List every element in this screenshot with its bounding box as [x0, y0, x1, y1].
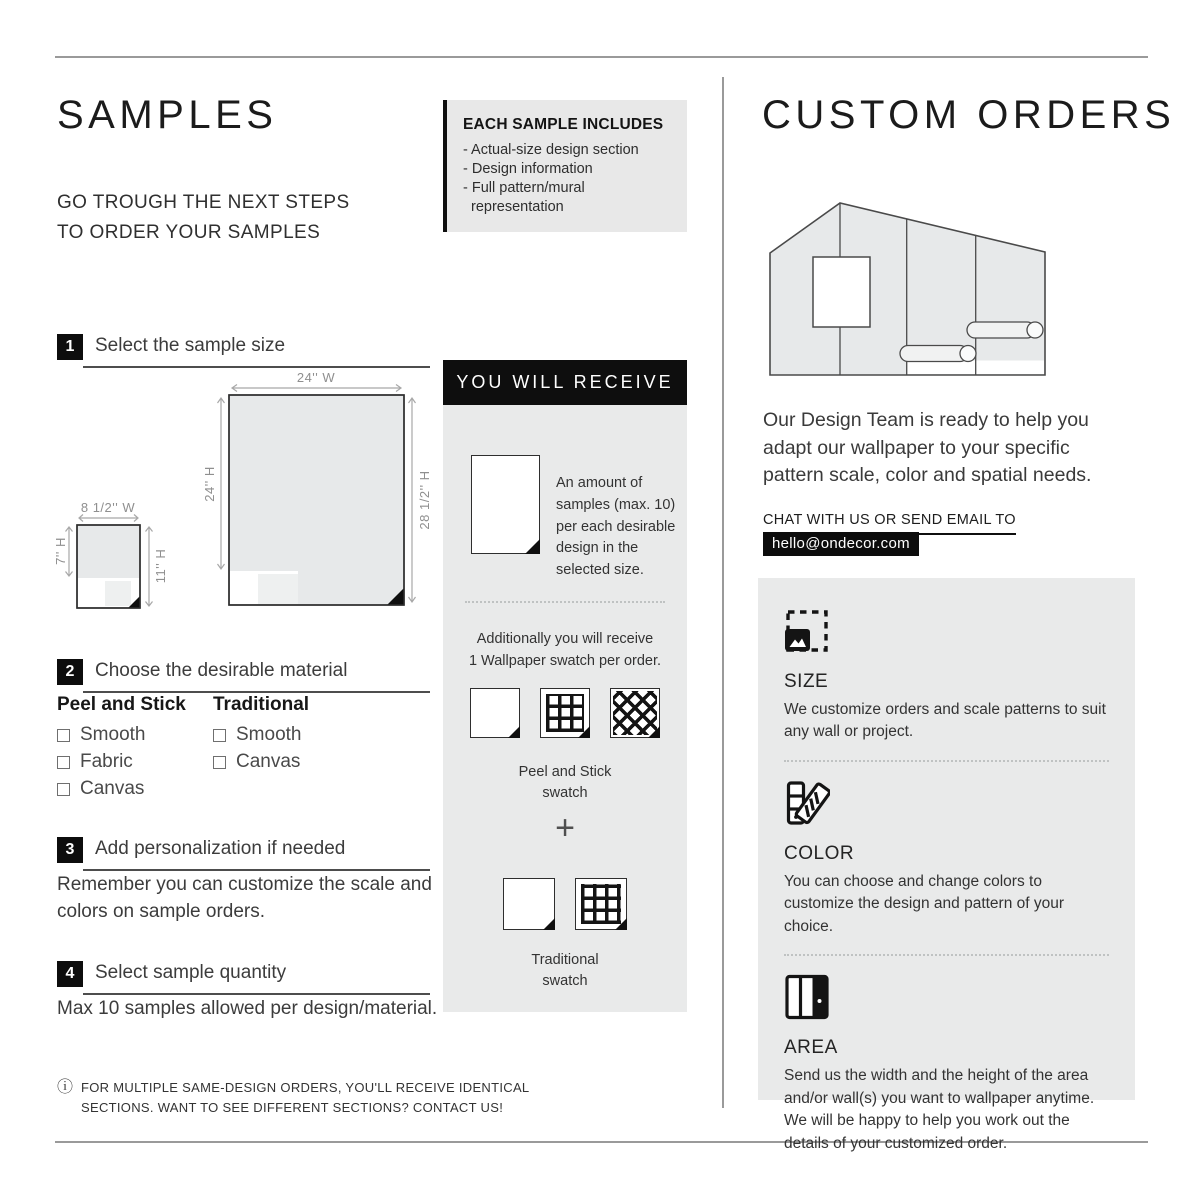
- feature-heading: COLOR: [784, 842, 855, 864]
- material-column-peel-and-stick: [57, 694, 186, 805]
- footnote-text: [81, 1078, 529, 1117]
- material-option-label: Canvas: [80, 778, 145, 799]
- custom-options-panel: [758, 578, 1135, 1152]
- checkbox-icon[interactable]: [57, 729, 70, 742]
- top-rule: [55, 56, 1148, 58]
- step-label: Choose the desirable material: [83, 659, 430, 693]
- dim-label-large-height-right: 28 1/2'' H: [417, 470, 432, 530]
- dotted-separator: [465, 601, 665, 603]
- additional-line: 1 Wallpaper swatch per order.: [468, 652, 662, 669]
- plain-swatch-icon: [503, 878, 555, 930]
- footnote-line: SECTIONS. WANT TO SEE DIFFERENT SECTIONS? CONTACT US!: [81, 1099, 504, 1115]
- custom-orders-title: CUSTOM ORDERS: [762, 93, 1176, 137]
- feature-text: Send us the width and the height of the area and/or wall(s) you want to wallpaper anytime. We will be happy to help you work out the details of your customized order.: [784, 1067, 1095, 1152]
- samples-subtitle: [57, 188, 350, 249]
- crosshatch-swatch-icon: [610, 688, 660, 738]
- chat-with-us-label: CHAT WITH US OR SEND EMAIL TO: [763, 512, 1016, 535]
- color-swatches-icon: [784, 780, 1109, 831]
- step-number-badge: 3: [57, 837, 83, 863]
- design-team-intro: Our Design Team is ready to help you adapt our wallpaper to your specific pattern scale, color and spatial needs.: [763, 409, 1092, 487]
- dim-label-small-height-left: 7'' H: [53, 537, 68, 565]
- grid-swatch-icon: [540, 688, 590, 738]
- label-line: swatch: [542, 785, 588, 802]
- you-will-receive-header: YOU WILL RECEIVE: [443, 360, 687, 405]
- you-will-receive-panel: [443, 405, 687, 1012]
- material-option-canvas[interactable]: [57, 778, 186, 800]
- subtitle-line: TO ORDER YOUR SAMPLES: [57, 222, 321, 244]
- info-icon: ⓘ: [57, 1079, 74, 1096]
- dotted-separator: [784, 954, 1109, 956]
- feature-size: [784, 608, 1109, 744]
- includes-item: - Design information: [463, 161, 593, 178]
- peel-and-stick-swatch-label: [443, 762, 687, 804]
- traditional-swatches: [443, 878, 687, 930]
- step-1-header: [57, 334, 430, 368]
- material-heading: Peel and Stick: [57, 694, 186, 715]
- feature-area: [784, 974, 1109, 1155]
- plus-icon: +: [555, 809, 575, 847]
- step-4-note: Max 10 samples allowed per design/material.: [57, 998, 438, 1019]
- label-line: swatch: [542, 973, 588, 990]
- feature-text: We customize orders and scale patterns to suit any wall or project.: [784, 701, 1106, 741]
- footnote-line: FOR MULTIPLE SAME-DESIGN ORDERS, YOU'LL RECEIVE IDENTICAL: [81, 1080, 530, 1095]
- label-line: Peel and Stick: [518, 764, 612, 780]
- step-label: Add personalization if needed: [83, 837, 430, 871]
- size-crop-icon: [784, 608, 1109, 659]
- traditional-swatch-label: [443, 950, 687, 992]
- grid-swatch-icon: [575, 878, 627, 930]
- dim-label-large-width: 24'' W: [296, 370, 336, 385]
- checkbox-icon[interactable]: [57, 756, 70, 769]
- additional-swatch-text: [449, 629, 681, 673]
- step-4-header: [57, 961, 430, 995]
- material-option-label: Smooth: [80, 724, 146, 745]
- includes-item: - Actual-size design section: [463, 142, 639, 158]
- material-option-smooth[interactable]: [57, 724, 186, 746]
- column-divider: [722, 77, 724, 1108]
- dotted-separator: [784, 760, 1109, 762]
- includes-item: - Full pattern/mural representation: [463, 180, 585, 216]
- checkbox-icon[interactable]: [213, 756, 226, 769]
- feature-text: You can choose and change colors to customize the design and pattern of your choice.: [784, 872, 1065, 935]
- samples-title: SAMPLES: [57, 93, 278, 137]
- material-option-label: Canvas: [236, 751, 301, 772]
- step-3-header: [57, 837, 430, 871]
- feature-color: [784, 780, 1109, 938]
- feature-heading: AREA: [784, 1037, 838, 1059]
- material-column-traditional: [213, 694, 309, 778]
- each-sample-includes-box: [443, 100, 687, 232]
- material-option-canvas[interactable]: [213, 751, 309, 773]
- label-line: Traditional: [531, 952, 599, 968]
- step-number-badge: 1: [57, 334, 83, 360]
- peel-and-stick-swatches: [443, 688, 687, 738]
- sample-sheet-icon: [471, 455, 540, 554]
- footnote: [57, 1078, 537, 1117]
- step-label: Select sample quantity: [83, 961, 430, 995]
- feature-heading: SIZE: [784, 671, 829, 692]
- wallpaper-roll-icon: [900, 346, 976, 362]
- checkbox-icon[interactable]: [57, 783, 70, 796]
- subtitle-line: GO TROUGH THE NEXT STEPS: [57, 192, 350, 213]
- dim-label-small-height-right: 11'' H: [153, 548, 168, 584]
- step-label: Select the sample size: [83, 334, 430, 368]
- dim-label-small-width: 8 1/2'' W: [80, 500, 136, 515]
- material-option-fabric[interactable]: [57, 751, 186, 773]
- wallpaper-roll-icon: [967, 322, 1043, 338]
- additional-line: Additionally you will receive: [476, 631, 654, 647]
- wallpaper-wall-illustration: [755, 197, 1047, 382]
- step-2-header: [57, 659, 430, 693]
- step-number-badge: 4: [57, 961, 83, 987]
- material-option-label: Fabric: [80, 751, 133, 772]
- step-number-badge: 2: [57, 659, 83, 685]
- samples-amount-text: An amount of samples (max. 10) per each desirable design in the selected size.: [556, 475, 676, 578]
- material-heading: Traditional: [213, 694, 310, 715]
- window: [813, 257, 870, 327]
- plain-swatch-icon: [470, 688, 520, 738]
- sample-size-diagram: [50, 368, 435, 618]
- material-option-smooth[interactable]: [213, 724, 309, 746]
- checkbox-icon[interactable]: [213, 729, 226, 742]
- step-3-note: Remember you can customize the scale and colors on sample orders.: [57, 874, 432, 922]
- area-panels-icon: [784, 974, 1109, 1025]
- includes-heading: EACH SAMPLE INCLUDES: [463, 116, 664, 133]
- dim-label-large-height-left: 24'' H: [202, 466, 217, 502]
- material-option-label: Smooth: [236, 724, 302, 745]
- email-badge[interactable]: hello@ondecor.com: [763, 532, 919, 556]
